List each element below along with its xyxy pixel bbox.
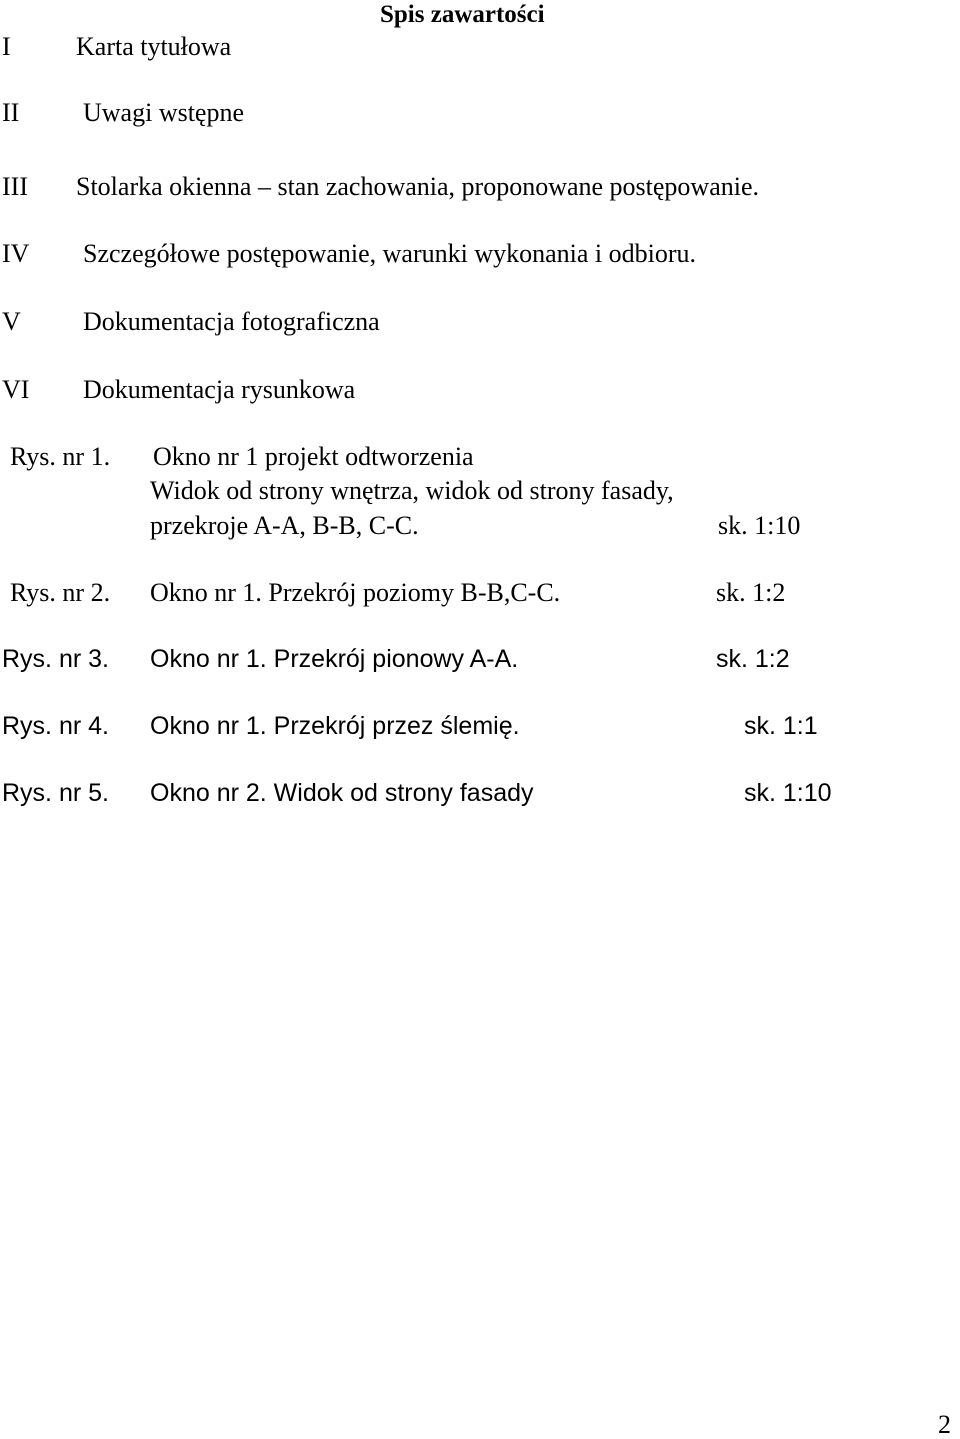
- section-numeral: III: [2, 172, 28, 201]
- drawing-scale: sk. 1:1: [744, 712, 818, 740]
- drawing-ref: Rys. nr 1.: [10, 442, 111, 471]
- drawing-scale: sk. 1:10: [744, 779, 832, 807]
- section-numeral: IV: [2, 239, 30, 268]
- drawing-ref: Rys. nr 2.: [10, 578, 111, 607]
- section-numeral: II: [2, 98, 20, 127]
- section-label: Szczegółowe postępowanie, warunki wykonania i odbioru.: [83, 239, 697, 268]
- drawing-description: Widok od strony wnętrza, widok od strony fasady,: [150, 476, 674, 505]
- drawing-ref: Rys. nr 4.: [2, 712, 109, 740]
- drawing-description: Okno nr 1. Przekrój poziomy B-B,C-C.: [150, 578, 561, 607]
- drawing-description: Okno nr 1. Przekrój pionowy A-A.: [150, 645, 519, 673]
- section-label: Stolarka okienna – stan zachowania, proponowane postępowanie.: [76, 172, 760, 201]
- section-label: Dokumentacja rysunkowa: [83, 375, 356, 404]
- drawing-ref: Rys. nr 5.: [2, 779, 109, 807]
- section-label: Dokumentacja fotograficzna: [83, 307, 380, 336]
- drawing-description: Okno nr 1. Przekrój przez ślemię.: [150, 712, 520, 740]
- drawing-description: Okno nr 1 projekt odtworzenia: [153, 442, 474, 471]
- section-label: Uwagi wstępne: [83, 98, 245, 127]
- page-number: 2: [938, 1410, 951, 1439]
- section-numeral: I: [2, 32, 11, 61]
- drawing-scale: sk. 1:2: [716, 645, 790, 673]
- section-numeral: V: [2, 307, 21, 336]
- drawing-scale: sk. 1:2: [716, 578, 786, 607]
- page-title: Spis zawartości: [380, 1, 545, 28]
- drawing-ref: Rys. nr 3.: [2, 645, 109, 673]
- drawing-scale: sk. 1:10: [718, 511, 801, 540]
- section-numeral: VI: [2, 375, 30, 404]
- section-label: Karta tytułowa: [76, 32, 232, 61]
- drawing-description: Okno nr 2. Widok od strony fasady: [150, 779, 534, 807]
- drawing-description: przekroje A-A, B-B, C-C.: [150, 511, 419, 540]
